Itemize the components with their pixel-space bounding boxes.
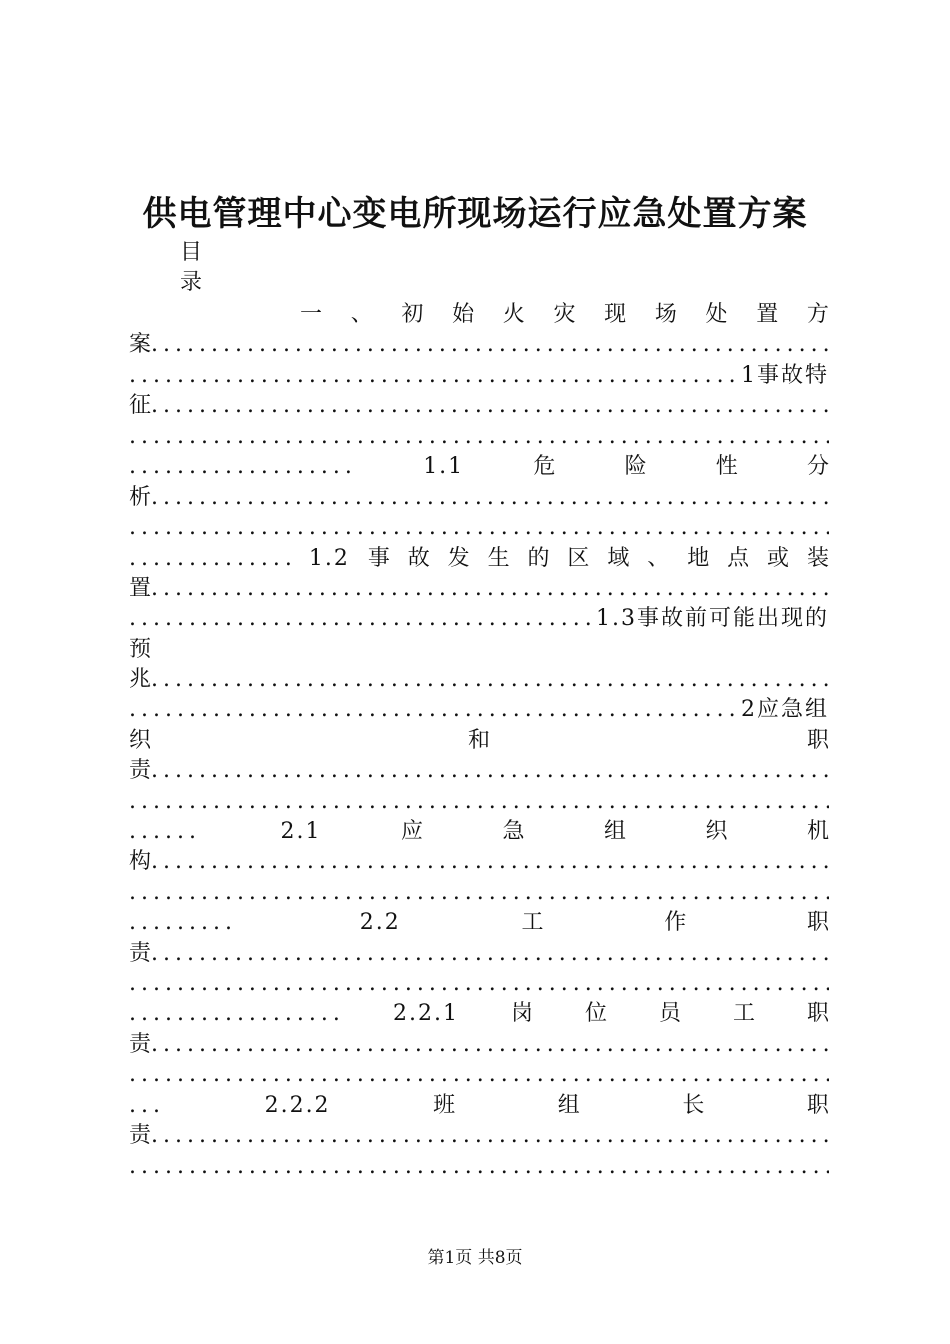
- toc-char: 工: [521, 910, 544, 935]
- toc-number: 1.1: [423, 454, 465, 479]
- toc-line: [129, 330, 829, 360]
- toc-char: 应: [400, 819, 423, 844]
- toc-number: 1.2: [308, 546, 350, 571]
- toc-char: 案: [129, 332, 152, 357]
- toc-char: 兆: [129, 667, 152, 692]
- toc-char: 发: [447, 546, 470, 571]
- dot-leader: [129, 361, 741, 391]
- toc-entry-2-1[interactable]: [129, 817, 829, 847]
- dot-leader: [129, 1091, 162, 1121]
- toc-char: 区: [567, 546, 590, 571]
- toc-char: 火: [502, 302, 525, 327]
- toc-char: 征: [129, 393, 152, 418]
- toc-char: 险: [624, 454, 647, 479]
- dot-leader-line: [129, 1152, 829, 1182]
- page-footer: 第1页 共8页: [427, 1248, 523, 1268]
- toc-char: 处: [705, 302, 728, 327]
- toc-char: 危: [533, 454, 556, 479]
- toc-entry-section-1[interactable]: [300, 300, 829, 330]
- toc-line: [129, 847, 829, 877]
- toc-char: 分: [806, 454, 829, 479]
- toc-label: 2应急组: [741, 697, 829, 722]
- toc-char: 岗: [510, 1001, 533, 1026]
- dot-leader: [151, 391, 829, 421]
- dot-leader: [151, 1121, 829, 1151]
- dot-leader-line: [129, 878, 829, 908]
- toc-char: 工: [732, 1001, 755, 1026]
- toc-number: 2.1: [280, 819, 322, 844]
- toc-line: [129, 939, 829, 969]
- toc-char: 位: [584, 1001, 607, 1026]
- toc-char: 或: [767, 546, 790, 571]
- dot-leader: [129, 695, 741, 725]
- toc-char: 装: [806, 546, 829, 571]
- toc-char: 现: [604, 302, 627, 327]
- dot-leader-line: [129, 1060, 829, 1090]
- dot-leader: [151, 330, 829, 360]
- toc-heading-1: 目: [180, 240, 203, 265]
- toc-char: 点: [727, 546, 750, 571]
- toc-char: 、: [350, 302, 373, 327]
- toc-number: 2.2: [359, 910, 401, 935]
- toc-char: 职: [806, 728, 829, 753]
- toc-char: 生: [487, 546, 510, 571]
- toc-char: 机: [806, 819, 829, 844]
- toc-char: 事: [367, 546, 390, 571]
- toc-char: 性: [715, 454, 738, 479]
- toc-entry-2-2-2[interactable]: [129, 1091, 829, 1121]
- toc-char: 初: [401, 302, 424, 327]
- toc-label: 1.3事故前可能出现的: [596, 606, 829, 631]
- toc-line: [129, 665, 829, 695]
- toc-line: 预: [129, 637, 152, 662]
- toc-char: 、: [647, 546, 670, 571]
- toc-char: 员: [658, 1001, 681, 1026]
- toc-char: 场: [654, 302, 677, 327]
- toc-char: 急: [502, 819, 525, 844]
- dot-leader: [129, 604, 596, 634]
- toc-entry-1-3[interactable]: [129, 604, 829, 634]
- dot-leader: [129, 908, 239, 938]
- toc-char: 地: [687, 546, 710, 571]
- toc-entry-2-2-1[interactable]: [129, 999, 829, 1029]
- toc-label: 1事故特: [741, 363, 829, 388]
- dot-leader: [151, 756, 829, 786]
- toc-line: [129, 391, 829, 421]
- toc-line: [129, 756, 829, 786]
- toc-line: [129, 483, 829, 513]
- toc-char: 的: [527, 546, 550, 571]
- toc-entry-1[interactable]: [129, 361, 829, 391]
- toc-char: 置: [756, 302, 779, 327]
- dot-leader-line: [129, 422, 829, 452]
- dot-leader: [151, 574, 829, 604]
- dot-leader: [151, 665, 829, 695]
- dot-leader: [129, 817, 201, 847]
- toc-entry-1-2[interactable]: [129, 544, 829, 574]
- dot-leader: [151, 939, 829, 969]
- toc-char: 置: [129, 576, 152, 601]
- dot-leader: [129, 999, 341, 1029]
- toc-char: 职: [806, 1093, 829, 1118]
- dot-leader: [151, 1030, 829, 1060]
- toc-line: [129, 1030, 829, 1060]
- dot-leader-line: [129, 787, 829, 817]
- dot-leader: [151, 483, 829, 513]
- toc-char: 一: [300, 302, 323, 327]
- toc-line: [129, 1121, 829, 1151]
- toc-entry-2[interactable]: [129, 695, 829, 725]
- dot-leader: [129, 452, 354, 482]
- toc-char: 责: [129, 941, 152, 966]
- toc-char: 灾: [553, 302, 576, 327]
- toc-number: 2.2.1: [392, 1001, 459, 1026]
- toc-heading-2: 录: [180, 270, 203, 295]
- toc-entry-1-1[interactable]: [129, 452, 829, 482]
- document-title: 供电管理中心变电所现场运行应急处置方案: [142, 194, 808, 234]
- dot-leader-line: [129, 513, 829, 543]
- toc-entry-2-2[interactable]: [129, 908, 829, 938]
- toc-char: 职: [806, 910, 829, 935]
- toc-char: 组: [603, 819, 626, 844]
- toc-number: 2.2.2: [264, 1093, 331, 1118]
- toc-char: 职: [806, 1001, 829, 1026]
- toc-char: 织: [705, 819, 728, 844]
- toc-char: 织: [129, 728, 152, 753]
- toc-char: 构: [129, 849, 152, 874]
- toc-char: 责: [129, 758, 152, 783]
- toc-char: 责: [129, 1123, 152, 1148]
- dot-leader-line: [129, 969, 829, 999]
- toc-char: 组: [557, 1093, 580, 1118]
- toc-char: 方: [806, 302, 829, 327]
- toc-char: 责: [129, 1032, 152, 1057]
- toc-char: 域: [607, 546, 630, 571]
- toc-char: 析: [129, 485, 152, 510]
- toc-char: 故: [407, 546, 430, 571]
- dot-leader: [129, 544, 291, 574]
- toc-char: 长: [682, 1093, 705, 1118]
- dot-leader: [151, 847, 829, 877]
- toc-char: 班: [433, 1093, 456, 1118]
- toc-line: [129, 726, 829, 756]
- toc-char: 作: [664, 910, 687, 935]
- toc-char: 和: [467, 728, 490, 753]
- toc-char: 始: [452, 302, 475, 327]
- toc-line: [129, 574, 829, 604]
